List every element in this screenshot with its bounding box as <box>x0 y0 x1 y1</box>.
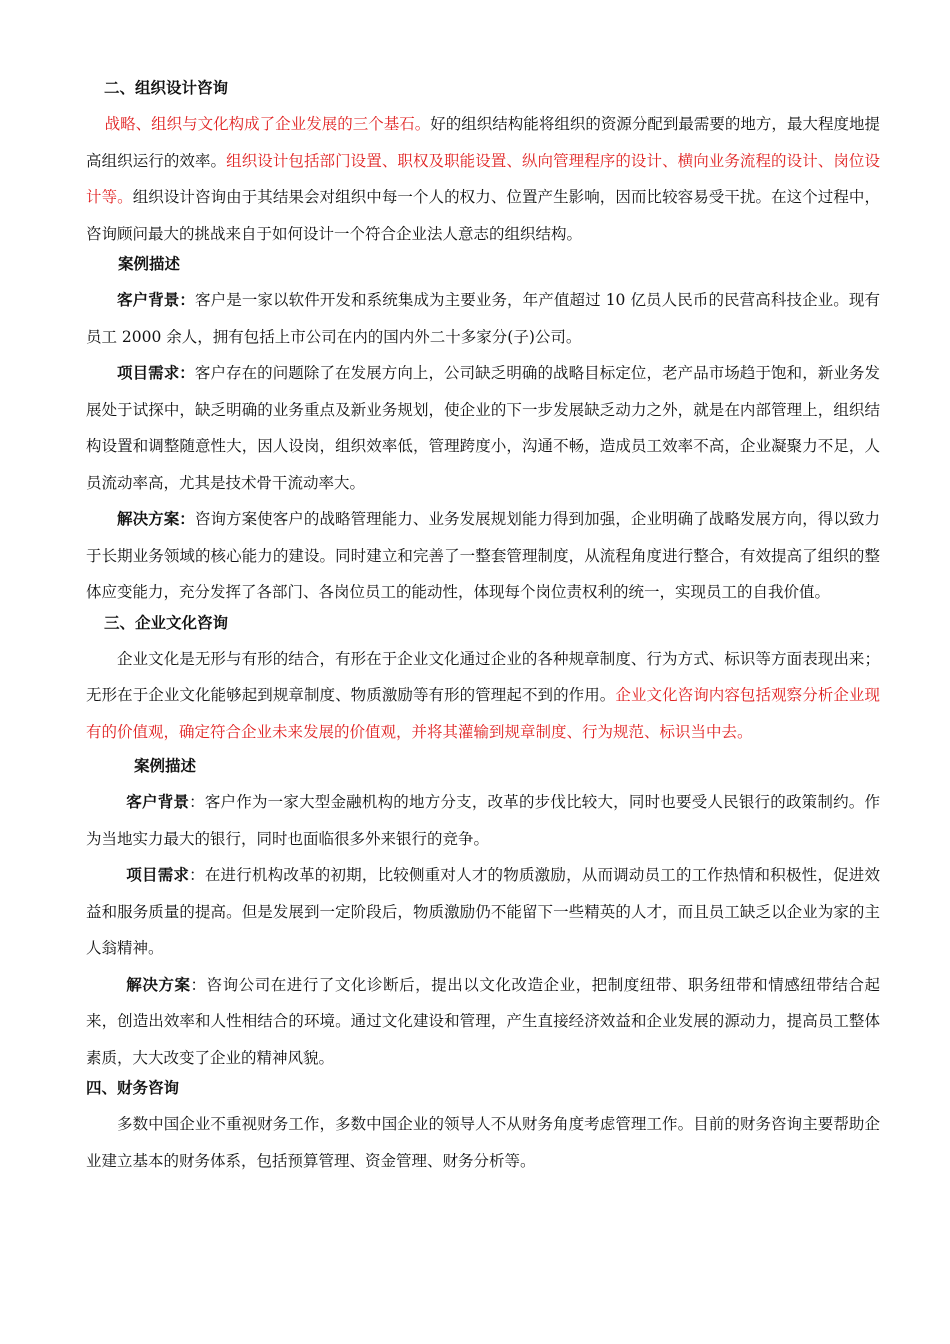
paragraph-solution <box>86 501 880 611</box>
label-project-needs: 项目需求： <box>117 364 195 382</box>
section-heading-culture: 三、企业文化咨询 <box>104 613 229 632</box>
case-title: 案例描述 <box>134 757 197 775</box>
body-text: 组织设计咨询由于其结果会对组织中每一个人的权力、位置产生影响，因而比较容易受干扰。在这个过程中，咨询顾问最大的挑战来自于如何设计一个符合企业法人意志的组织结构。 <box>86 188 880 243</box>
body-text: ：在进行机构改革的初期，比较侧重对人才的物质激励，从而调动员工的工作热情和积极性，促进效益和服务质量的提高。但是发展到一定阶段后，物质激励仍不能留下一些精英的人才，而且员工缺乏以企业为家的主人翁精神。 <box>86 866 880 957</box>
body-text: ：客户作为一家大型金融机构的地方分支，改革的步伐比较大，同时也要受人民银行的政策制约。作为当地实力最大的银行，同时也面临很多外来银行的竞争。 <box>86 793 880 848</box>
section-heading-organization: 二、组织设计咨询 <box>104 79 229 97</box>
body-text: 好的组织结构能将组织的资源分配到最需要的地方，最大程度地提高组织运行的效率。 <box>86 115 880 170</box>
highlight-text: 组织设计包括部门设置、职权及职能设置、纵向管理程序的设计、横向业务流程的设计、岗位设计等。 <box>86 151 880 206</box>
paragraph-culture-intro <box>86 641 880 751</box>
body-text: 客户存在的问题除了在发展方向上，公司缺乏明确的战略目标定位，老产品市场趋于饱和，新业务发展处于试探中，缺乏明确的业务重点及新业务规划，使企业的下一步发展缺乏动力之外，就是在内部管理上，组织结构设置和调整随意性大，因人设岗，组织效率低，管理跨度小，沟通不畅，造成员工效率不高，企业凝聚力不足，人员流动率高，尤其是技术骨干流动率大。 <box>86 364 880 492</box>
paragraph-project-needs <box>86 857 880 967</box>
label-client-background: 客户背景： <box>117 291 196 309</box>
paragraph-project-needs <box>86 355 880 501</box>
paragraph-client-background <box>86 282 880 355</box>
paragraph-finance-intro: 多数中国企业不重视财务工作，多数中国企业的领导人不从财务角度考虑管理工作。目前的财务咨询主要帮助企业建立基本的财务体系，包括预算管理、资金管理、财务分析等。 <box>86 1115 880 1170</box>
body-text: 企业文化是无形与有形的结合，有形在于企业文化通过企业的各种规章制度、行为方式、标识等方面表现出来；无形在于企业文化能够起到规章制度、物质激励等有形的管理起不到的作用。 <box>86 649 880 704</box>
paragraph-client-background <box>86 784 880 857</box>
highlight-text: 战略、组织与文化构成了企业发展的三个基石。 <box>104 115 431 133</box>
section-heading-finance: 四、财务咨询 <box>86 1079 180 1097</box>
label-solution: 解决方案： <box>117 510 195 528</box>
body-text: ：咨询公司在进行了文化诊断后，提出以文化改造企业，把制度纽带、职务纽带和情感纽带结合起来，创造出效率和人性相结合的环境。通过文化建设和管理，产生直接经济效益和企业发展的源动力，提高员工整体素质，大大改变了企业的精神风貌。 <box>86 975 880 1067</box>
paragraph-organization-intro <box>86 106 880 252</box>
label-solution: 解决方案 <box>126 975 191 994</box>
label-client-background: 客户背景 <box>126 793 190 811</box>
label-project-needs: 项目需求 <box>126 866 190 884</box>
highlight-text: 企业文化咨询内容包括观察分析企业现有的价值观，确定符合企业未来发展的价值观，并将其灌输到规章制度、行为规范、标识当中去。 <box>86 686 880 741</box>
paragraph-solution <box>86 967 880 1077</box>
body-text: 咨询方案使客户的战略管理能力、业务发展规划能力得到加强，企业明确了战略发展方向，得以致力于长期业务领域的核心能力的建设。同时建立和完善了一整套管理制度，从流程角度进行整合，有效提高了组织的整体应变能力，充分发挥了各部门、各岗位员工的能动性，体现每个岗位责权利的统一，实现员工的自我价值。 <box>86 510 880 601</box>
body-text: 客户是一家以软件开发和系统集成为主要业务，年产值超过 10 亿员人民币的民营高科技企业。现有员工 2000 余人，拥有包括上市公司在内的国内外二十多家分(子)公司。 <box>86 291 880 346</box>
case-title: 案例描述 <box>118 255 181 273</box>
